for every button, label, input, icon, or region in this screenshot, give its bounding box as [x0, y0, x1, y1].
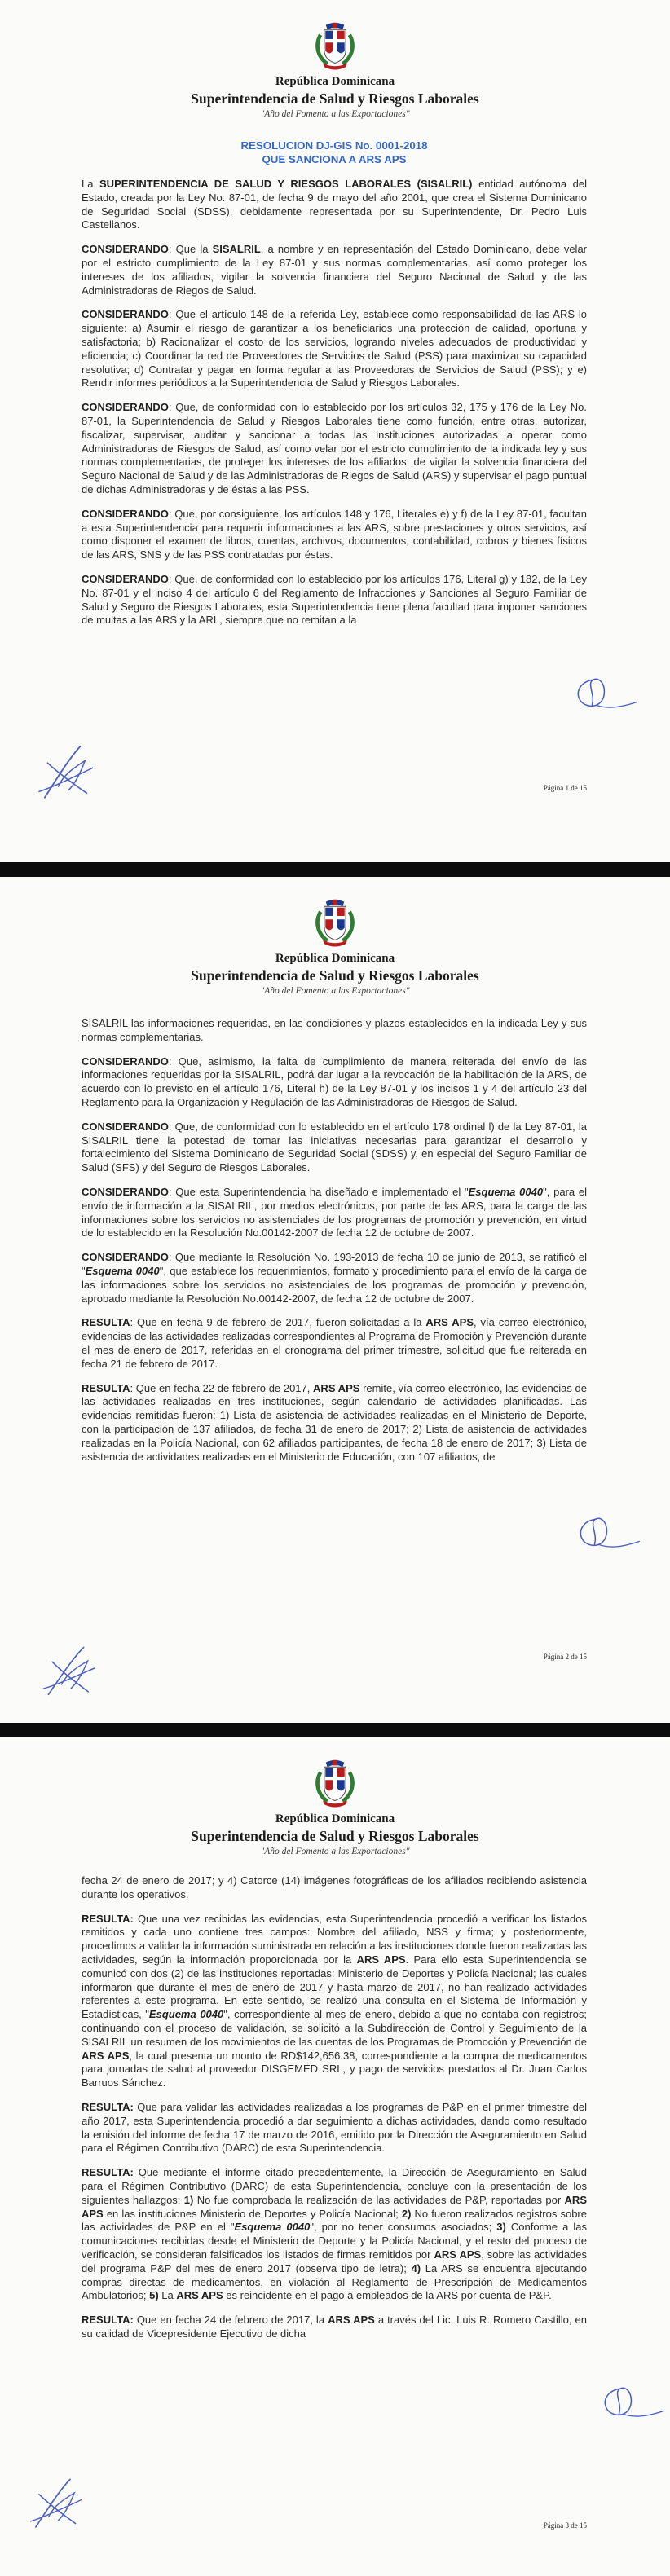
paragraph: RESULTA: Que para validar las actividades realizadas a los programas de P&P en el primer trimestre del año 2017, esta Superintendencia procedió a dar seguimiento a dichas actividades, dando como resultado la emisión del informe de fecha 17 de marzo de 2016, emitido por la Dirección de Aseguramiento en Salud para el Régimen Contributivo (DARC) de esta Superintendencia. [82, 2100, 587, 2155]
header-organization: Superintendencia de Salud y Riesgos Laborales [191, 967, 479, 984]
page-separator [0, 1723, 670, 1737]
document-page-2 [0, 877, 670, 1723]
paragraph: CONSIDERANDO: Que mediante la Resolución No. 193-2013 de fecha 10 de junio de 2013, se ratificó el "Esquema 0040", que establece los requerimientos, formato y procedimiento para el envío de la carga de las informaciones sobre los servicios no asistenciales de los programas de promoción y prevención, aprobado mediante la Resolución No.00142-2007, de fecha 12 de octubre de 2007. [82, 1251, 587, 1305]
page-number: Página 3 de 15 [543, 2521, 587, 2530]
document-page-3 [0, 1737, 670, 2576]
dominican-coat-of-arms-icon [311, 20, 359, 70]
header-motto: "Año del Fomento a las Exportaciones" [260, 109, 410, 119]
paragraph: RESULTA: Que mediante el informe citado precedentemente, la Dirección de Aseguramiento en Salud para el Régimen Contributivo (DARC) de esta Superintendencia, concluye con la presentación de los siguientes hallazgos: 1) No fue comprobada la realización de las actividades de P&P, reportadas por ARS APS en las instituciones Ministerio de Deportes y Policía Nacional; 2) No fueron realizados registros sobre las actividades de P&P en el "Esquema 0040", por no tener consumos asociados; 3) Conforme a las comunicaciones recibidas desde el Ministerio de Deporte y la Policía Nacional, y el resto del proceso de verificación, se consideran falsificados los listados de firmas remitidos por ARS APS, sobre las actividades del programa P&P del mes de enero 2017 (observa tipo de letra); 4) La ARS se encuentra ejecutando compras directas de medicamentos, en violación al Reglamento de Prescripción de Medicamentos Ambulatorios; 5) La ARS APS es reincidente en el pago a empleados de la ARS por cuenta de P&P. [82, 2166, 588, 2302]
page-header [0, 0, 670, 121]
paragraph: CONSIDERANDO: Que la SISALRIL, a nombre y en representación del Estado Dominicano, debe velar por el estricto cumplimiento de la Ley 87-01 y sus normas complementarias, así como proteger los intereses de los afiliados, vigilar la solvencia financiera del Seguro Nacional de Salud y de las Administradoras de Riegos de Salud. [82, 243, 588, 297]
header-organization: Superintendencia de Salud y Riesgos Laborales [191, 90, 479, 107]
paragraph: SISALRIL las informaciones requeridas, en las condiciones y plazos establecidos en la indicada Ley y sus normas complementarias. [82, 1017, 587, 1043]
paragraph: RESULTA: Que una vez recibidas las evidencias, esta Superintendencia procedió a verificar los listados remitidos y cada uno contiene tres campos: Nombre del afiliado, NSS y firma; y posteriormente, procedimos a validar la información suministrada en relación a las instituciones donde fueron realizadas las actividades, según la información proporcionada por la ARS APS. Para ello esta Superintendencia se comunicó con dos (2) de las instituciones reportadas: Ministerio de Deportes y Policía Nacional; las cuales informaron que durante el mes de enero de 2017 y hasta marzo de 2017, no han realizado actividades referentes a este programa. En este sentido, se realizó una consulta en el Sistema de Información y Estadísticas, "Esquema 0040", correspondiente al mes de enero, debido a que no contaba con registros; continuando con el proceso de validación, se solicitó a la Subdirección de Control y Seguimiento de la SISALRIL un resumen de los movimientos de las cuentas de los Programas de Promoción y Prevención de ARS APS, la cual presenta un monto de RD$142,656.38, correspondiente a la compra de medicamentos para jornadas de salud al proveedor DISGEMED SRL, y pago de servicios prestados al Dr. Juan Carlos Barruos Sánchez. [82, 1912, 587, 2089]
resolution-title-line2: QUE SANCIONA A ARS APS [262, 153, 407, 165]
paragraph: fecha 24 de enero de 2017; y 4) Catorce (14) imágenes fotográficas de los afiliados recibiendo asistencia durante los operativos. [82, 1874, 587, 1900]
handwritten-initial-paraph-icon [597, 2381, 667, 2430]
resolution-title [82, 139, 587, 166]
paragraph: CONSIDERANDO: Que esta Superintendencia ha diseñado e implementado el "Esquema 0040", para el envío de información a la SISALRIL, por medios electrónicos, por parte de las ARS, para la carga de las informaciones sobre los servicios no asistenciales de los programas de promoción y prevención, en virtud de lo establecido en la Resolución No.00142-2007 de fecha 12 de octubre de 2007. [82, 1185, 588, 1240]
page-1-paragraphs [82, 178, 587, 627]
page-number: Página 1 de 15 [543, 784, 587, 792]
page-3-paragraphs [82, 1874, 587, 2341]
paragraph: RESULTA: Que en fecha 9 de febrero de 2017, fueron solicitadas a la ARS APS, vía correo electrónico, evidencias de las actividades realizadas correspondientes al Programa de Promoción y Prevención durante el mes de enero de 2017, referidas en el cronograma del primer trimestre, solicitud que fue reiterada en fecha 21 de febrero de 2017. [82, 1316, 587, 1370]
paragraph: CONSIDERANDO: Que, de conformidad con lo establecido por los artículos 176, Literal g) y 182, de la Ley No. 87-01 y el inciso 4 del artículo 6 del Reglamento de Infracciones y Sanciones al Seguro Familiar de Salud y Seguro de Riesgos Laborales, esta Superintendencia tiene plena facultad para imponer sanciones de multas a las ARS y la ARL, siempre que no remitan a la [82, 572, 587, 627]
header-country: República Dominicana [275, 952, 395, 965]
paragraph: CONSIDERANDO: Que el artículo 148 de la referida Ley, establece como responsabilidad de las ARS lo siguiente: a) Asumir el riesgo de garantizar a los beneficiarios una protección de calidad, oportuna y satisfactoria; b) Racionalizar el costo de los servicios, logrando niveles adecuados de productividad y eficiencia; c) Coordinar la red de Proveedores de Servicios de Salud (PSS) para maximizar su capacidad resolutiva; d) Contratar y pagar en forma regular a las Proveedoras de Servicios de Salud (PSS); y e) Rendir informes periódicos a la Superintendencia de Salud y Riesgos Laborales. [82, 308, 587, 390]
paragraph: CONSIDERANDO: Que, por consiguiente, los artículos 148 y 176, Literales e) y f) de la Ley 87-01, facultan a esta Superintendencia para requerir informaciones a las ARS, sobre prestaciones y otros servicios, así como disponer el examen de libros, cuentas, archivos, documentos, contabilidad, cobros y bienes físicos de las ARS, SNS y de las PSS contratadas por éstas. [82, 507, 587, 561]
page-2-paragraphs [82, 1017, 587, 1464]
page-header [0, 1737, 670, 1858]
paragraph: La SUPERINTENDENCIA DE SALUD Y RIESGOS LABORALES (SISALRIL) entidad autónoma del Estado, creada por la Ley No. 87-01, de fecha 9 de mayo del año 2001, que crea el Sistema Dominicano de Seguridad Social (SDSS), debidamente representada por su Superintendente, Dr. Pedro Luis Castellanos. [82, 178, 587, 231]
paragraph: CONSIDERANDO: Que, de conformidad con lo establecido por los artículos 32, 175 y 176 de la Ley No. 87-01, la Superintendencia de Salud y Riesgos Laborales tiene como función, entre otras, autorizar, fiscalizar, supervisar, auditar y sancionar a todas las instituciones autorizadas a operar como Administradoras de Riesgos de Salud, así como velar por el estricto cumplimiento de la indicada ley y sus normas complementarias, de proteger los intereses de los afiliados, de vigilar la solvencia financiera del Seguro Nacional de Salud y de las Administradoras de Riegos de Salud (ARS) y supervisar el pago puntual de dichas Administradoras y de éstas a las PSS. [82, 401, 587, 495]
header-organization: Superintendencia de Salud y Riesgos Laborales [191, 1828, 479, 1844]
header-motto: "Año del Fomento a las Exportaciones" [260, 1847, 410, 1856]
document-page-1 [0, 0, 670, 862]
handwritten-initial-paraph-icon [571, 672, 640, 721]
header-country: República Dominicana [275, 1812, 395, 1825]
paragraph: RESULTA: Que en fecha 22 de febrero de 2017, ARS APS remite, vía correo electrónico, las evidencias de las actividades realizadas en tres instituciones, según calendario de actividades planificadas. Las evidencias remitidas fueron: 1) Lista de asistencia de actividades realizadas en el Ministerio de Deporte, con la participación de 137 afiliados, de fecha 31 de enero de 2017; 2) Lista de asistencia de actividades realizadas en la Policía Nacional, con 62 afiliados participantes, de fecha 18 de enero de 2017; 3) Lista de asistencia de actividades realizadas en el Ministerio de Educación, con 107 afiliados, de [82, 1381, 588, 1463]
dominican-coat-of-arms-icon [311, 1757, 359, 1808]
handwritten-initial-paraph-icon [573, 1512, 642, 1561]
page-separator [0, 862, 670, 877]
paragraph: CONSIDERANDO: Que, de conformidad con lo establecido en el artículo 178 ordinal l) de la Ley 87-01, la SISALRIL tiene la potestad de tomar las iniciativas necesarias para garantizar el desarrollo y fortalecimiento del Sistema Dominicano de Seguridad Social (SDSS) y, en especial del Seguro Familiar de Salud (SFS) y del Seguro de Riesgos Laborales. [82, 1120, 587, 1174]
handwritten-signature-icon [31, 733, 116, 814]
paragraph: RESULTA: Que en fecha 24 de febrero de 2017, la ARS APS a través del Lic. Luis R. Romero Castillo, en su calidad de Vicepresidente Ejecutivo de dicha [82, 2314, 587, 2340]
resolution-title-line1: RESOLUCION DJ-GIS No. 0001-2018 [240, 139, 428, 152]
page-header [0, 877, 670, 997]
page-number: Página 2 de 15 [543, 1653, 587, 1661]
header-motto: "Año del Fomento a las Exportaciones" [260, 986, 410, 996]
dominican-coat-of-arms-icon [311, 896, 359, 947]
handwritten-signature-icon [37, 1636, 115, 1711]
paragraph: CONSIDERANDO: Que, asimismo, la falta de cumplimiento de manera reiterada del envío de las informaciones requeridas por la SISALRIL, podrá dar lugar a la revocación de la habilitación de la ARS, de acuerdo con lo previsto en el artículo 176, Literal h) de la Ley 87-01 y los incisos 1 y 4 del artículo 23 del Reglamento para la Organización y Regulación de las Administradoras de Riesgos de Salud. [82, 1055, 587, 1108]
handwritten-signature-icon [23, 2468, 102, 2543]
header-country: República Dominicana [275, 75, 395, 88]
